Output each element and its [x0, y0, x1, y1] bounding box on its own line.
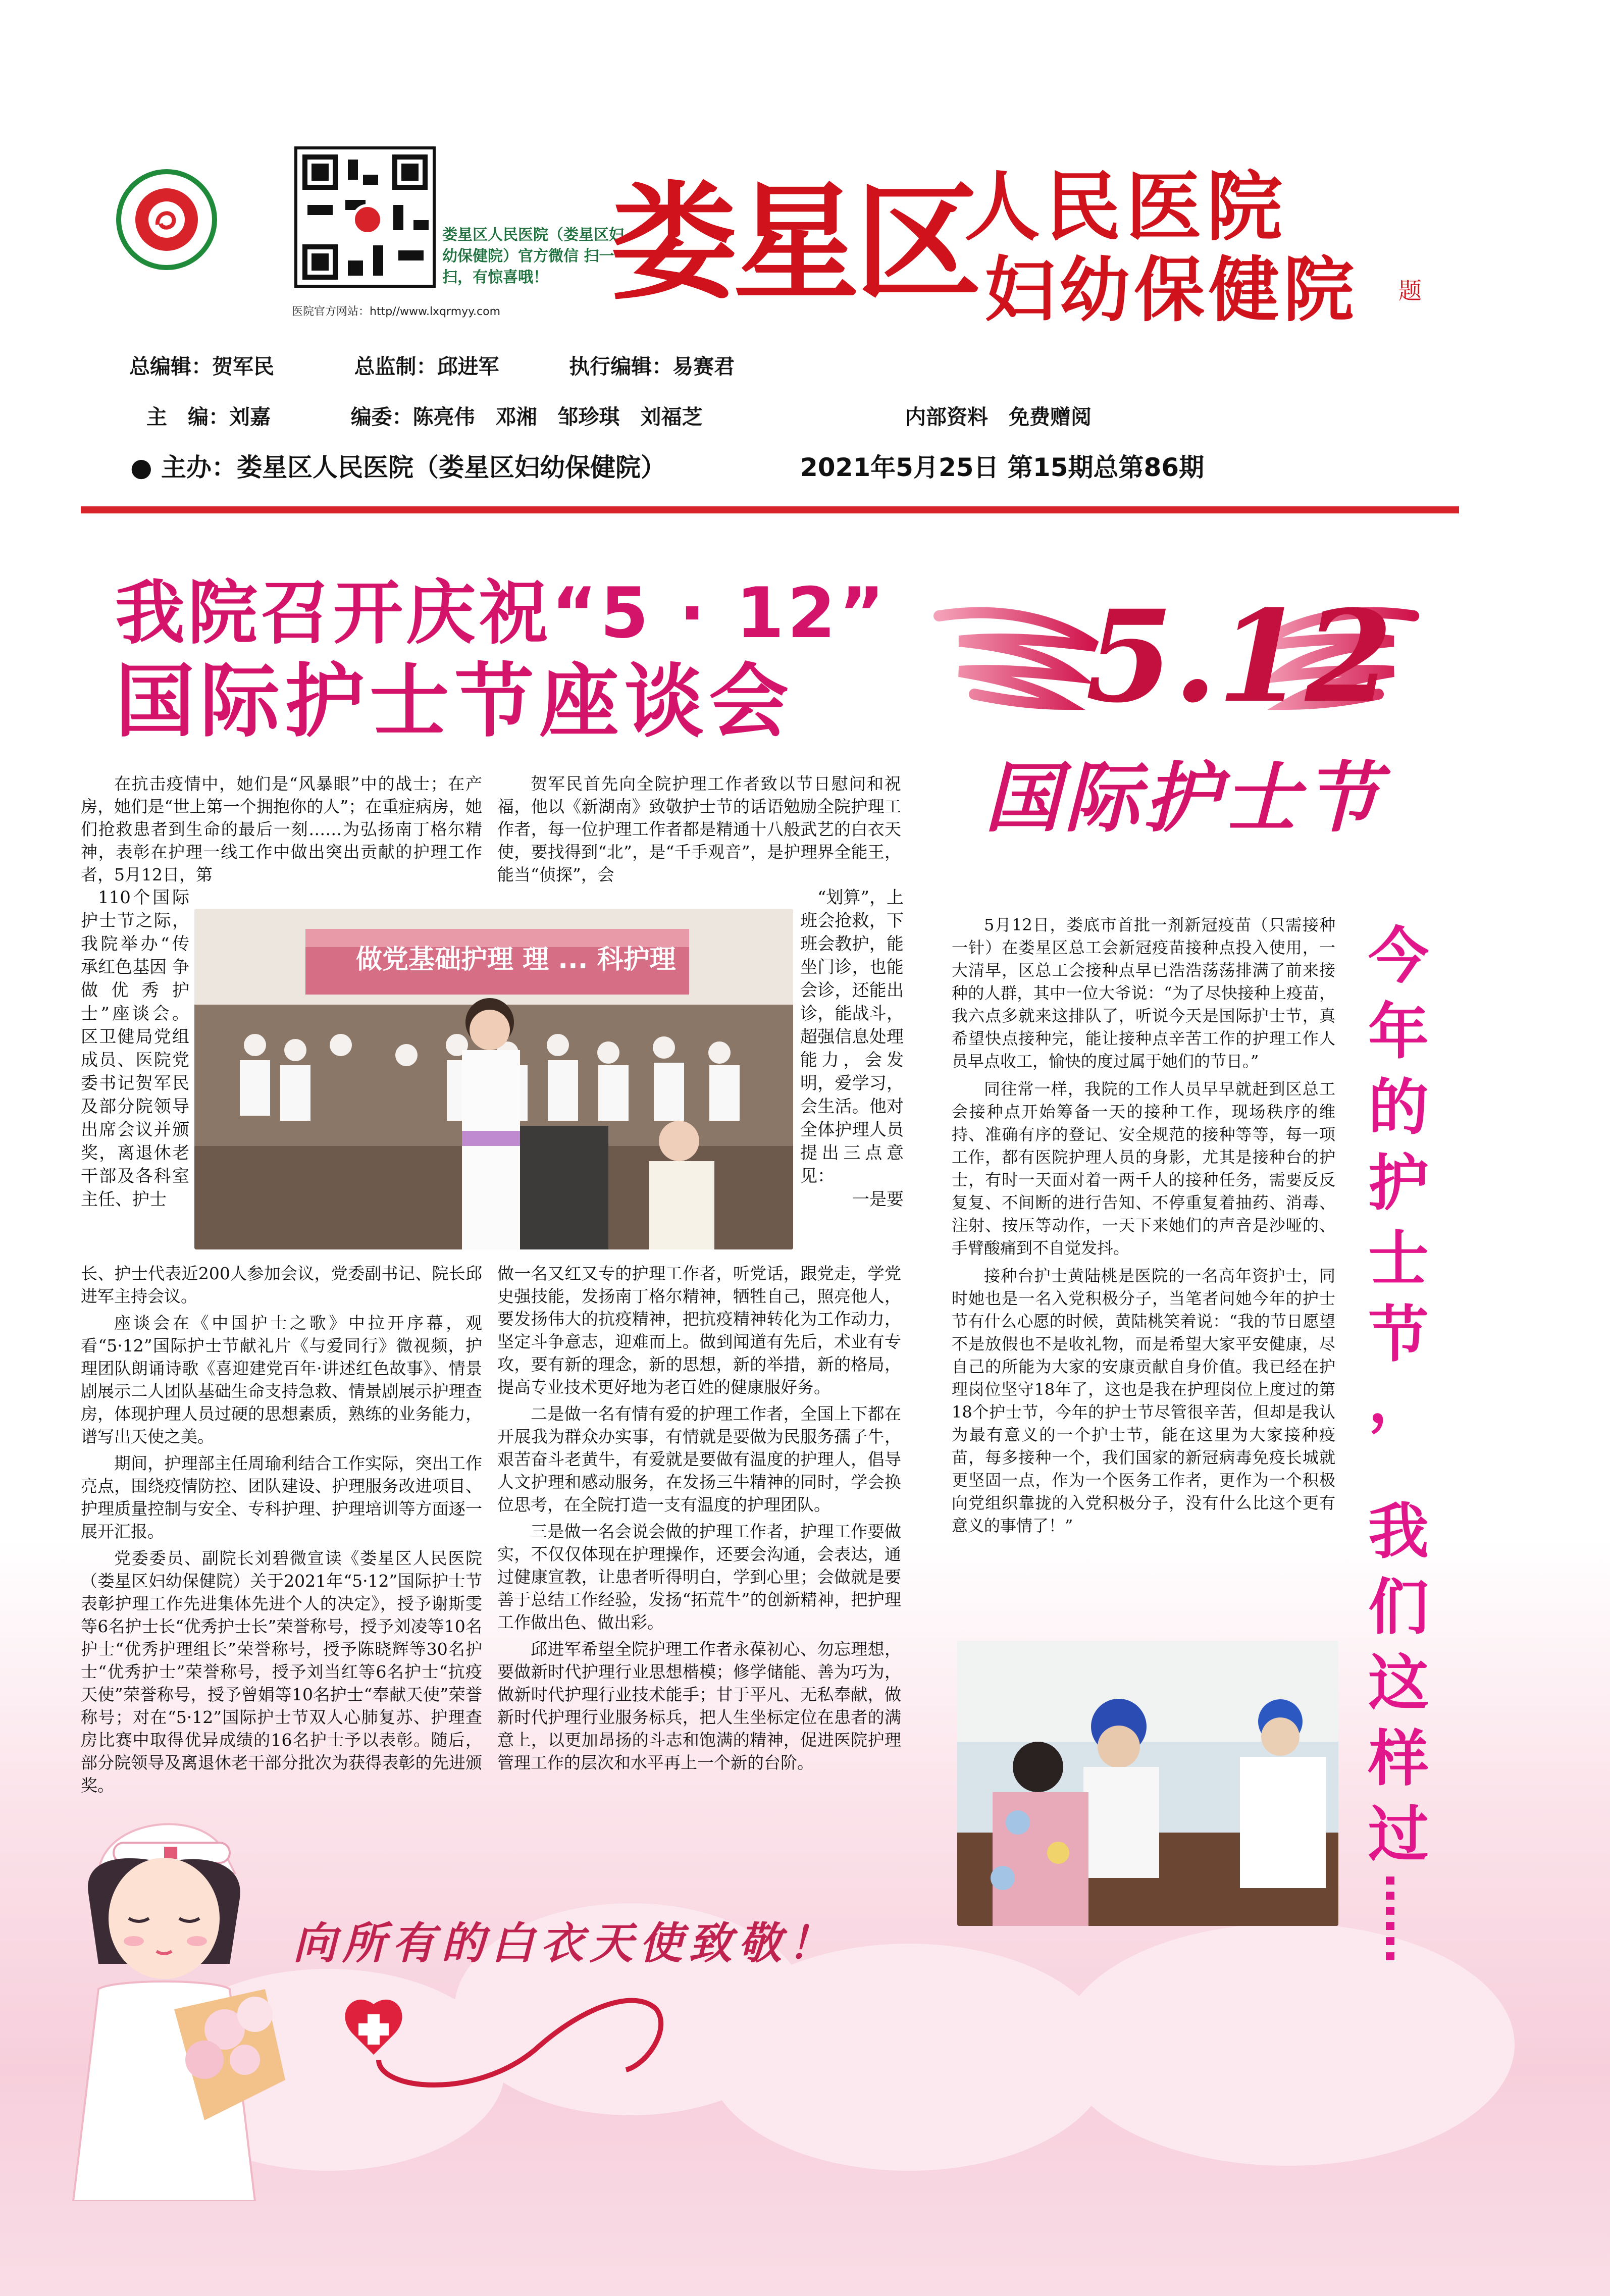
title-char: 的 — [1368, 1073, 1429, 1143]
committee: 陈亮伟 邓湘 邹珍琪 刘福芝 — [412, 405, 703, 429]
title-char: 这 — [1368, 1648, 1429, 1718]
nurses-day-badge — [929, 582, 1424, 843]
photo-banner-text: 做党基础护理 理 ... 科护理 — [356, 945, 676, 975]
col1-para-2: 期间，护理部主任周瑜利结合工作实际，突出工作亮点，围绕疫情防控、团队建设、护理服务改进项目、护理质量控制与安全、专科护理、护理培训等方面逐一展开汇报。 — [81, 1453, 482, 1541]
col1-narrow-text: 110个国际护士节之际，我院举办“传承红色基因 争做优秀护士”座谈会。区卫健局党组成员、医院党委书记贺军民及部分院领导出席会议并颁奖，离退休老干部及各科室主任、护士 — [81, 888, 189, 1210]
supervisor-label: 总监制： — [354, 354, 437, 379]
col1-intro-text: 在抗击疫情中，她们是“风暴眼”中的战士；在产房，她们是“世上第一个拥抱你的人”；在重症病房，她们抢救患者到生命的最后一刻……为弘扬南丁格尔精神，表彰在护理一线工作中做出突出贡献的护理工作者，5月12日，第 — [81, 774, 482, 884]
stethoscope-heart-icon — [323, 1959, 677, 2120]
col2-intro — [497, 772, 901, 890]
title-char: 士 — [1368, 1224, 1429, 1294]
vaccination-photo — [957, 1641, 1338, 1926]
exec-editor: 易赛君 — [672, 354, 735, 379]
title-char: 过 — [1368, 1800, 1429, 1870]
chief-editor: 贺军民 — [212, 354, 274, 379]
col2-para-2: 二是做一名有情有爱的护理工作者，全国上下都在开展我为群众办实事，有情就是要做为民服务孺子牛，艰苦奋斗老黄牛，有爱就是要做有温度的护理人，倡导人文护理和感动服务，在发扬三牛精神的同时，学会换位思考，在全院打造一支有温度的护理团队。 — [497, 1404, 901, 1515]
col1-intro — [81, 772, 482, 890]
exec-editor-label: 执行编辑： — [569, 354, 673, 379]
nurse-illustration — [53, 1797, 316, 2201]
headline-line-1: 我院召开庆祝“5 · 12” — [115, 572, 888, 654]
col1-para-1: 座谈会在《中国护士之歌》中拉开序幕，观看“5·12”国际护士节献礼片《与爱同行》微视频，护理团队朗诵诗歌《喜迎建党百年·讲述红色故事》、情景剧展示二人团队基础生命支持急救、情景剧展示护理查房，体现护理人员过硬的思想素质，熟练的业务能力，谱写出天使之美。 — [81, 1313, 482, 1446]
issue-info: 2021年5月25日 第15期总第86期 — [800, 453, 1205, 482]
title-char: 今 — [1368, 921, 1429, 992]
col2-para-4: 邱进军希望全院护理工作者永葆初心、勿忘理想，要做新时代护理行业思想楷模；修学储能、善为巧为，做新时代护理行业技术能手；甘于平凡、无私奉献，做新时代护理行业服务标兵，把人生坐标定位在患者的满意上，以更加昂扬的斗志和饱满的精神，促进医院护理管理工作的层次和水平再上一个新的台阶。 — [497, 1639, 901, 1772]
sidebar-para-1: 5月12日，娄底市首批一剂新冠疫苗（只需接种一针）在娄星区总工会新冠疫苗接种点投入使用，一大清早，区总工会接种点早已浩浩荡荡排满了前来接种的人群，其中一位大爷说：“为了尽快接种上疫苗，我六点多就来这排队了，听说今天是国际护士节，真希望快点接种完，能让接种点辛苦工作的护理工作人员早点收工，愉快的度过属于她们的节日。” — [952, 915, 1335, 1071]
sidebar-para-2: 同往常一样，我院的工作人员早早就赶到区总工会接种点开始筹备一天的接种工作，现场秩序的维持、准确有序的登记、安全规范的接种等等，每一项工作，都有医院护理人员的身影，尤其是接种台的护士，有时一天面对着一两千人的接种任务，需要反反复复、不间断的进行告知、不停重复着抽药、消毒、注射、按压等动作，一天下来她们的声音是沙哑的、手臂酸痛到不自觉发抖。 — [952, 1079, 1335, 1258]
internal-note: 内部资料 免费赠阅 — [905, 405, 1092, 429]
sidebar-para-3: 接种台护士黄陆桃是医院的一名高年资护士，同时她也是一名入党积极分子，当笔者问她今年的护士节有什么心愿的时候，黄陆桃笑着说：“我的节日愿望不是放假也不是收礼物，而是希望大家平安健康，尽自己的所能为大家的安康贡献自身价值。我已经在护理岗位坚守18年了，这也是我在护理岗位上度过的第18个护士节，今年的护士节尽管很辛苦，但却是我认为最有意义的一个护士节，能在这里为大家接种疫苗，每多接种一个，我们国家的新冠病毒免疫长城就更坚固一点，作为一个医务工作者，更作为一个积极向党组织靠拢的入党积极分子，没有什么比这个更有意义的事情了！” — [952, 1266, 1335, 1535]
hospital-logo — [116, 169, 217, 270]
col1-rest: 长、护士代表近200人参加会议，党委副书记、院长邱进军主持会议。 — [81, 1264, 482, 1306]
headline-line-2: 国际护士节座谈会 — [115, 655, 794, 748]
editor-label: 主 编： — [146, 405, 229, 429]
title-char: …… — [1375, 1873, 1428, 1964]
website-url: 医院官方网站：http//www.lxqrmyy.com — [292, 305, 501, 318]
col2-para-3: 三是做一名会说会做的护理工作者，护理工作要做实，不仅仅体现在护理操作，还要会沟通，会表达，通过健康宣教，让患者听得明白，学到心里；会做就是要善于总结工作经验，发扬“拓荒牛”的创新精神，把护理工作做出色、做出彩。 — [497, 1522, 901, 1632]
sidebar-title-part-1 — [1363, 919, 1434, 1436]
footer-slogan: 向所有的白衣天使致敬！ — [293, 1918, 837, 1969]
masthead-mch: 妇幼保健院 — [984, 249, 1359, 332]
masthead — [611, 156, 1429, 353]
chief-editor-label: 总编辑： — [129, 354, 212, 379]
badge-text: 国际护士节 — [984, 755, 1384, 843]
badge-number: 5.12 — [1085, 582, 1393, 730]
masthead-district: 娄星区 — [611, 168, 977, 317]
qr-code — [294, 146, 436, 288]
masthead-seal: 题 — [1398, 277, 1422, 304]
col2-narrow-text: “划算”，上班会抢救，下班会教护，能坐门诊，也能会诊，还能出诊，能战斗，超强信息处理能力，会发明，爱学习，会生活。他对全体护理人员提出三点意见： — [800, 888, 904, 1186]
col1-body — [81, 1262, 482, 1801]
col2-body — [497, 1262, 901, 1778]
editor: 刘嘉 — [229, 405, 271, 429]
col2-narrow — [800, 886, 904, 1211]
masthead-hospital: 人民医院 — [964, 163, 1288, 251]
title-char: 样 — [1368, 1724, 1429, 1794]
staff-row-2 — [146, 404, 703, 430]
sidebar-article — [952, 914, 1335, 1542]
title-char: ， — [1368, 1366, 1429, 1436]
supervisor: 邱进军 — [437, 354, 499, 379]
title-char: 护 — [1368, 1149, 1429, 1219]
title-char: 我 — [1368, 1497, 1429, 1567]
header-divider — [81, 506, 1459, 513]
title-char: 们 — [1368, 1573, 1429, 1643]
committee-label: 编委： — [350, 405, 413, 429]
col1-narrow — [81, 886, 189, 1211]
col2-point-one-start: 一是要 — [852, 1189, 904, 1210]
meeting-photo — [194, 909, 793, 1249]
col2-intro-text: 贺军民首先向全院护理工作者致以节日慰问和祝福，他以《新湖南》致敬护士节的话语勉励全院护理工作者，每一位护理工作者都是精通十八般武艺的白衣天使，要找得到“北”，是“千手观音”，是护理界全能王，能当“侦探”，会 — [497, 774, 901, 884]
publisher: ● 主办：娄星区人民医院（娄星区妇幼保健院） — [130, 453, 666, 482]
col1-para-3: 党委委员、副院长刘碧微宣读《娄星区人民医院（娄星区妇幼保健院）关于2021年“5·12”国际护士节表彰护理工作先进集体先进个人的决定》，授予谢斯雯等6名护士长“优秀护士长”荣誉称号，授予刘凌等10名护士“优秀护理组长”荣誉称号，授予陈晓辉等30名护士“优秀护士”荣誉称号，授予刘当红等6名护士“抗疫天使”荣誉称号，授予曾娟等10名护士“奉献天使”荣誉称号；对在“5·12”国际护士节双人心肺复苏、护理查房比赛中取得优异成绩的16名护士予以表彰。随后，部分院领导及离退休老干部分批次为获得表彰的先进颁奖。 — [81, 1548, 482, 1795]
title-char: 节 — [1368, 1300, 1429, 1370]
col2-point-one: 做一名又红又专的护理工作者，听党话，跟党走，学党史强技能，发扬南丁格尔精神，牺牲自己，照亮他人，要发扬伟大的抗疫精神，把抗疫精神转化为工作动力，坚定斗争意志，迎难而上。做到闻道有先后，术业有专攻，要有新的理念，新的思想，新的举措，新的格局，提高专业技术更好地为老百姓的健康服好务。 — [497, 1264, 901, 1397]
qr-caption: 娄星区人民医院（娄星区妇幼保健院）官方微信 扫一扫，有惊喜哦！ — [442, 226, 624, 286]
sidebar-title-part-2 — [1363, 1494, 1434, 1964]
title-char: 年 — [1368, 997, 1429, 1067]
staff-row-1 — [129, 353, 735, 380]
